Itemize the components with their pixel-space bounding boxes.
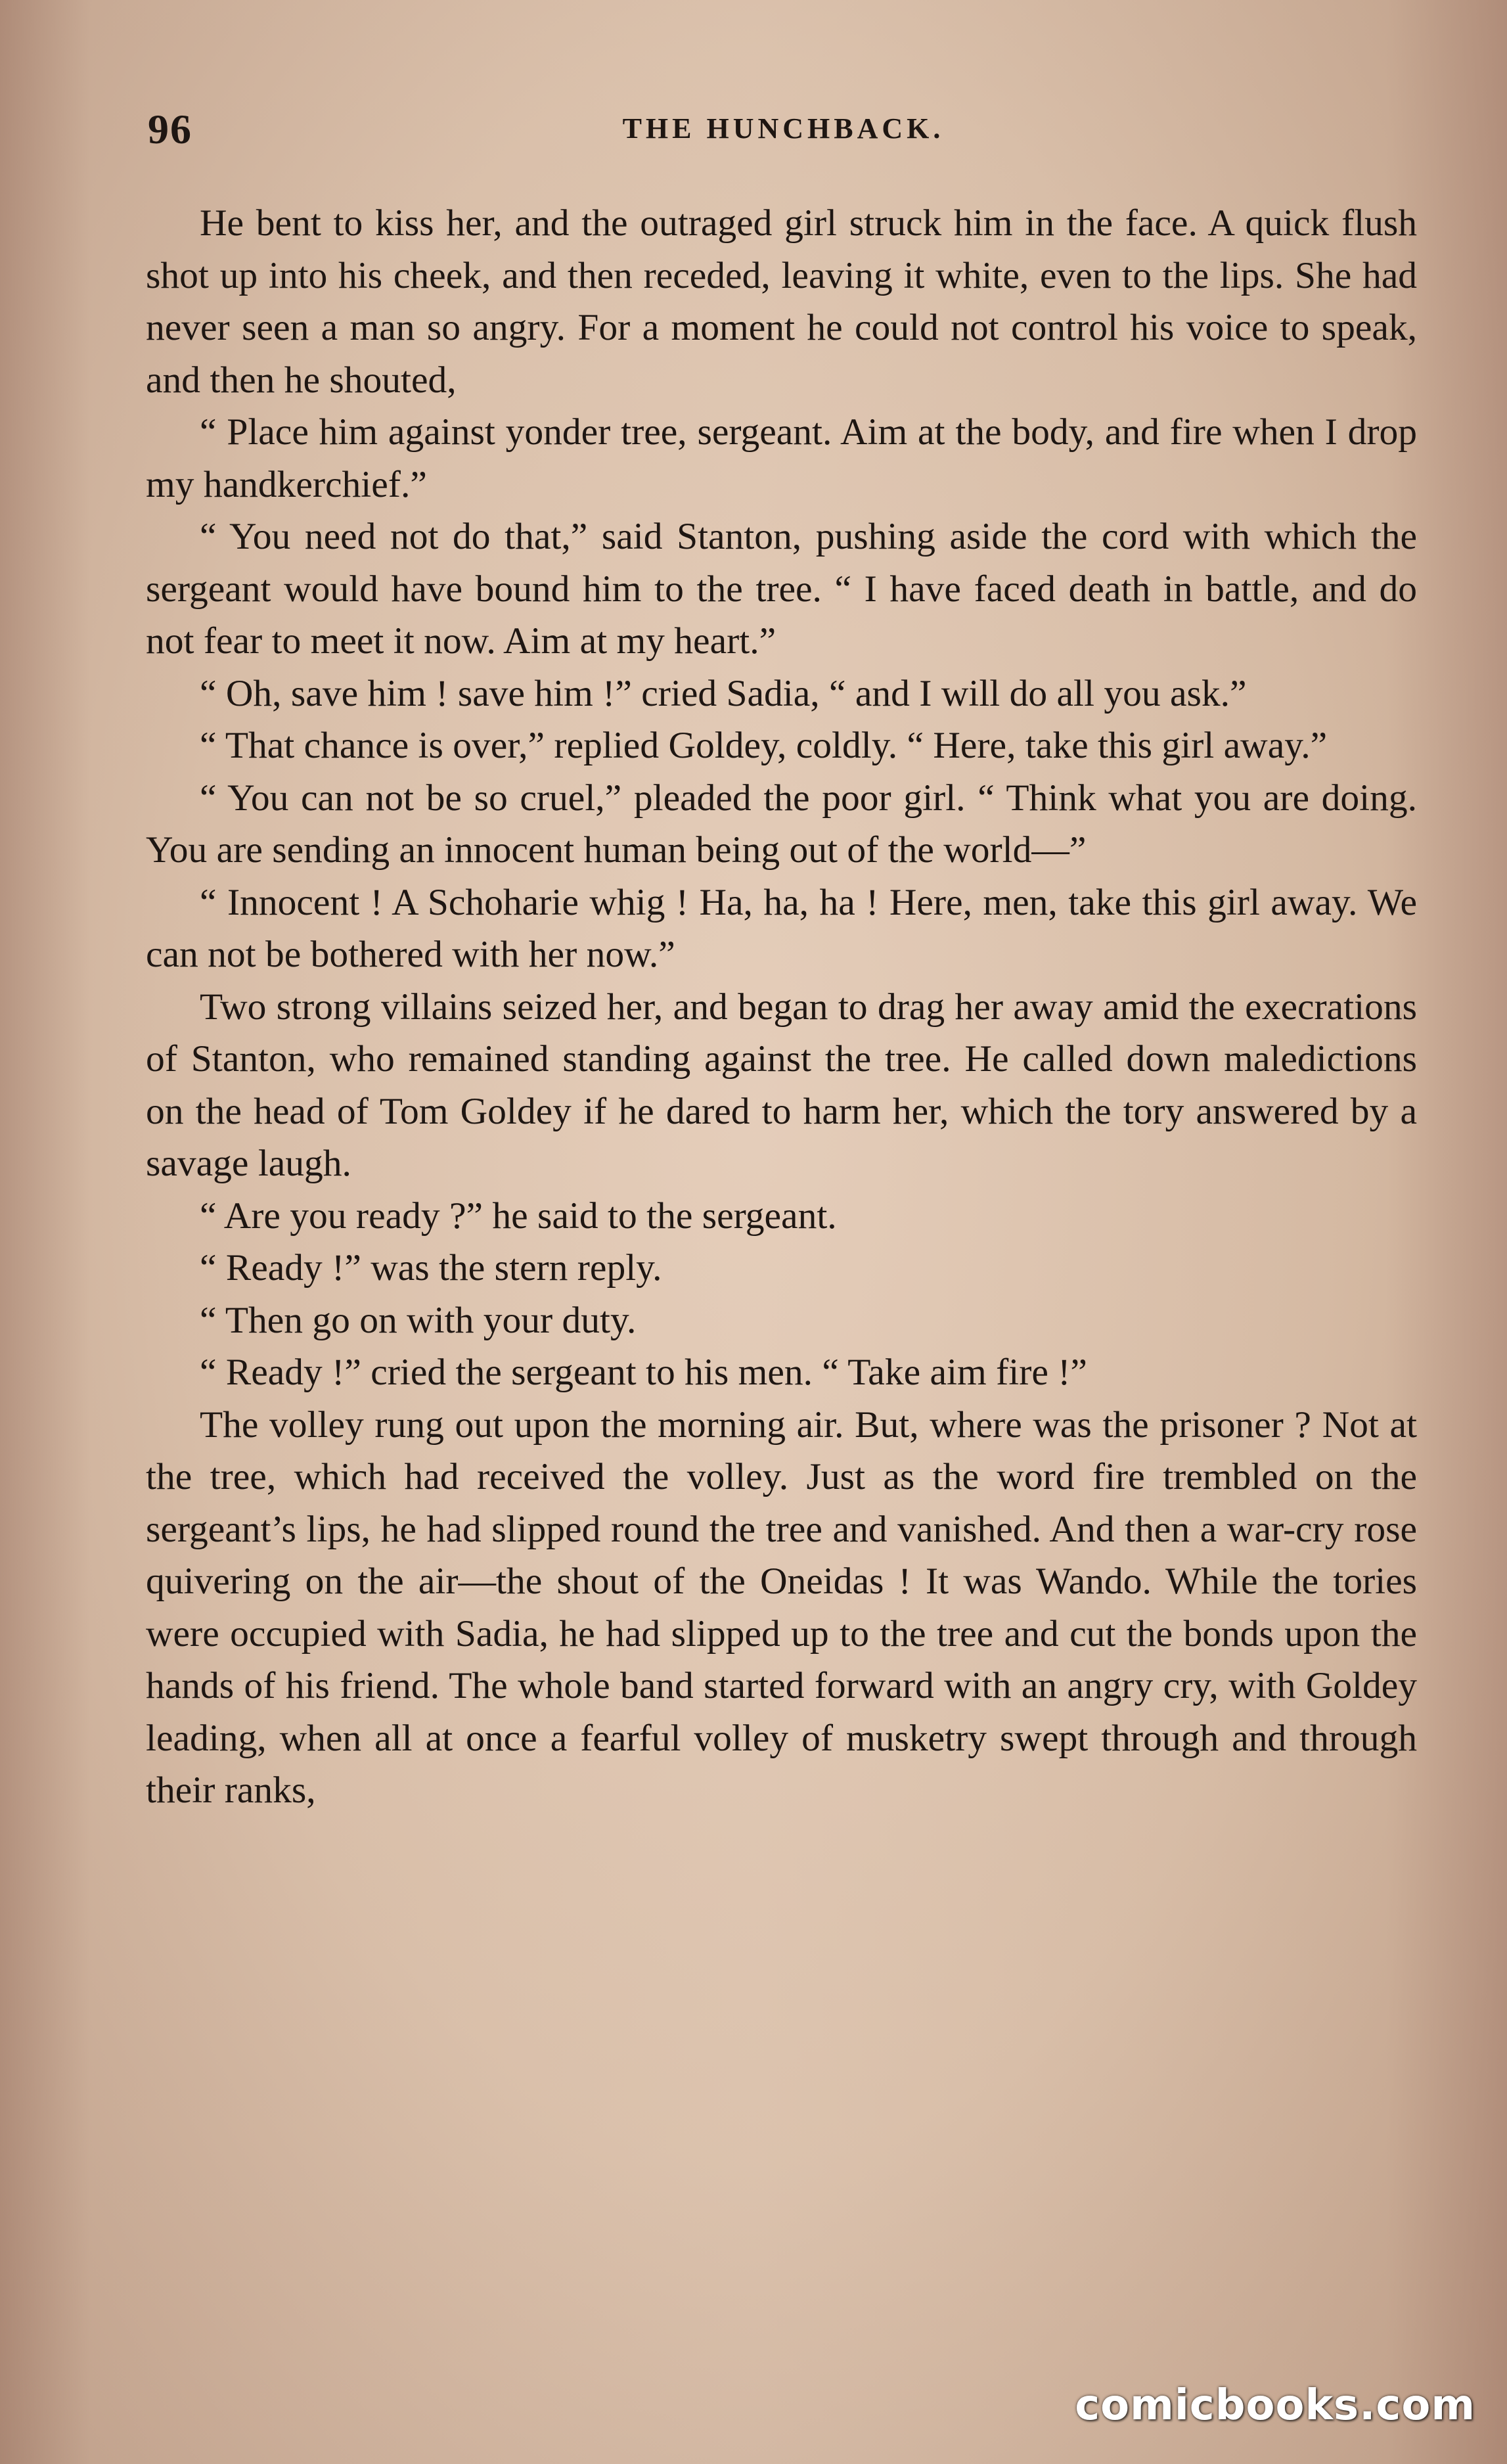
paragraph: The volley rung out upon the morning air. But, where was the prisoner ? Not at the tree, which had received the volley. Just as the word fire trembled on the sergeant’s lips, he had slipped round the tree and vanished. And then a war-cry rose quivering on the air—the shout of the Oneidas ! It was Wando. While the tories were occupied with Sadia, he had slipped up to the tree and cut the bonds upon the hands of his friend. The whole band started forward with an angry cry, with Goldey leading, when all at once a fearful volley of musketry swept through and through their ranks, (146, 1403, 1417, 1811)
page-header (148, 105, 1419, 158)
paragraph: He bent to kiss her, and the outraged girl struck him in the face. A quick flush shot up into his cheek, and then receded, leaving it white, even to the lips. She had never seen a man so angry. For a moment he could not control his voice to speak, and then he shouted, (146, 202, 1417, 401)
paragraph: “ That chance is over,” replied Goldey, coldly. “ Here, take this girl away.” (200, 725, 1328, 766)
paragraph: “ Then go on with your duty. (200, 1299, 637, 1341)
paragraph: “ You need not do that,” said Stanton, pushing aside the cord with which the sergeant would have bound him to the tree. “ I have faced death in battle, and do not fear to meet it now. Aim at my heart.” (146, 516, 1417, 662)
paragraph: “ Ready !” cried the sergeant to his men. “ Take aim fire !” (200, 1352, 1087, 1393)
paragraph: “ Innocent ! A Schoharie whig ! Ha, ha, ha ! Here, men, take this girl away. We can not be bothered with her now.” (146, 881, 1417, 975)
body-text (146, 197, 1417, 1817)
site-watermark: comicbooks.com (1075, 2381, 1475, 2430)
paragraph: “ Place him against yonder tree, sergeant. Aim at the body, and fire when I drop my handkerchief.” (146, 411, 1417, 505)
paragraph: “ Ready !” was the stern reply. (200, 1247, 662, 1289)
running-head: THE HUNCHBACK. (622, 112, 945, 145)
page-number: 96 (148, 106, 192, 152)
paragraph: “ Oh, save him ! save him !” cried Sadia, “ and I will do all you ask.” (200, 672, 1247, 714)
paragraph: Two strong villains seized her, and began to drag her away amid the execrations of Stanton, who remained standing against the tree. He called down maledictions on the head of Tom Goldey if he dared to harm her, which the tory answered by a savage laugh. (146, 986, 1417, 1184)
paragraph: “ You can not be so cruel,” pleaded the poor girl. “ Think what you are doing. You are sending an innocent human being out of the world—” (146, 777, 1417, 871)
paragraph: “ Are you ready ?” he said to the sergeant. (200, 1195, 837, 1237)
